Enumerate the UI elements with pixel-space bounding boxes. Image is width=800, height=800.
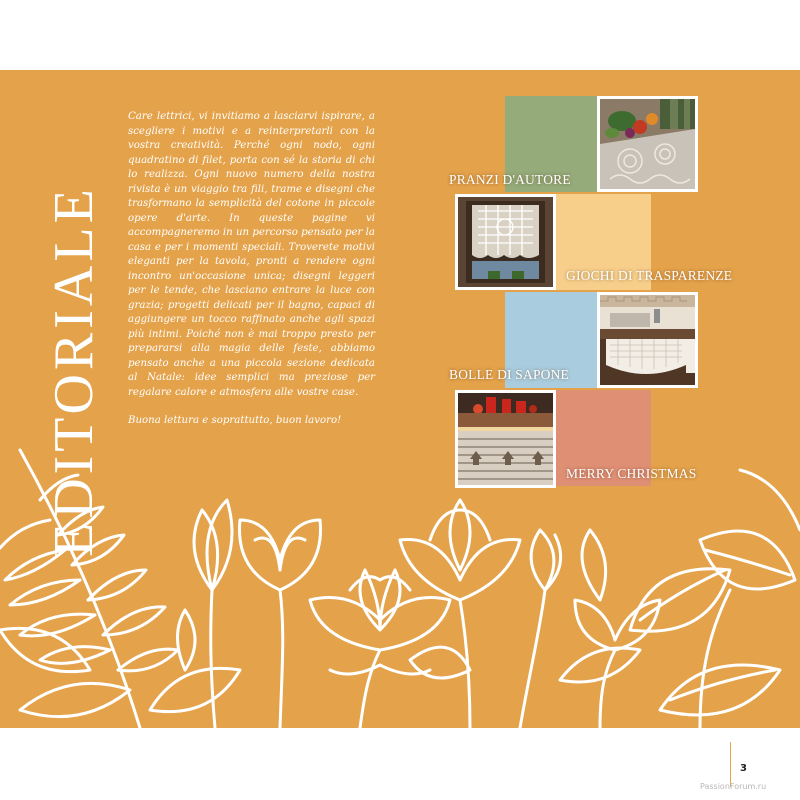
page-number: 3	[740, 763, 747, 774]
caption-pranzi: PRANZI D'AUTORE	[449, 172, 571, 187]
footer-divider	[730, 742, 731, 787]
editorial-text	[128, 110, 375, 429]
caption-giochi: GIOCHI DI TRASPARENZE	[566, 268, 733, 283]
watermark: PassionForum.ru	[700, 782, 767, 791]
caption-bolle: BOLLE DI SAPONE	[449, 367, 569, 382]
photo-curtain	[455, 194, 556, 290]
photo-bathroom	[597, 292, 698, 388]
caption-merry: MERRY CHRISTMAS	[566, 466, 697, 481]
editorial-body: Care lettrici, vi invitiamo a lasciarvi ispirare, a scegliere i motivi e a reinterpretarli con la vostra creatività. Perché ogni nodo, ogni quadratino di filet, porta con sé la storia di chi lo realizza. Ogni nuovo numero della nostra rivista è un viaggio tra fili, trame e disegni che trasformano la semplicità del cotone in piccole opere d'arte. In queste pagine vi accompagneremo in un percorso pensato per la casa e per i momenti speciali. Troverete motivi eleganti per la tavola, pronti a rendere ogni incontro un'occasione unica; disegni leggeri per le tende, che lasciano entrare la luce con grazia; progetti delicati per il bagno, capaci di aggiungere un tocco raffinato anche agli spazi più intimi. Poiché non è mai troppo presto per prepararsi alla magia delle feste, abbiamo pensato anche a una piccola sezione dedicata al Natale: idee semplici ma preziose per regalare calore e atmosfera alle vostre case.	[128, 111, 375, 398]
page-title: EDITORIALE	[43, 185, 105, 557]
photo-table-runner	[597, 96, 698, 192]
editorial-signoff: Buona lettura e soprattutto, buon lavoro!	[128, 415, 342, 426]
photo-christmas	[455, 390, 556, 488]
editorial-page	[0, 70, 800, 728]
